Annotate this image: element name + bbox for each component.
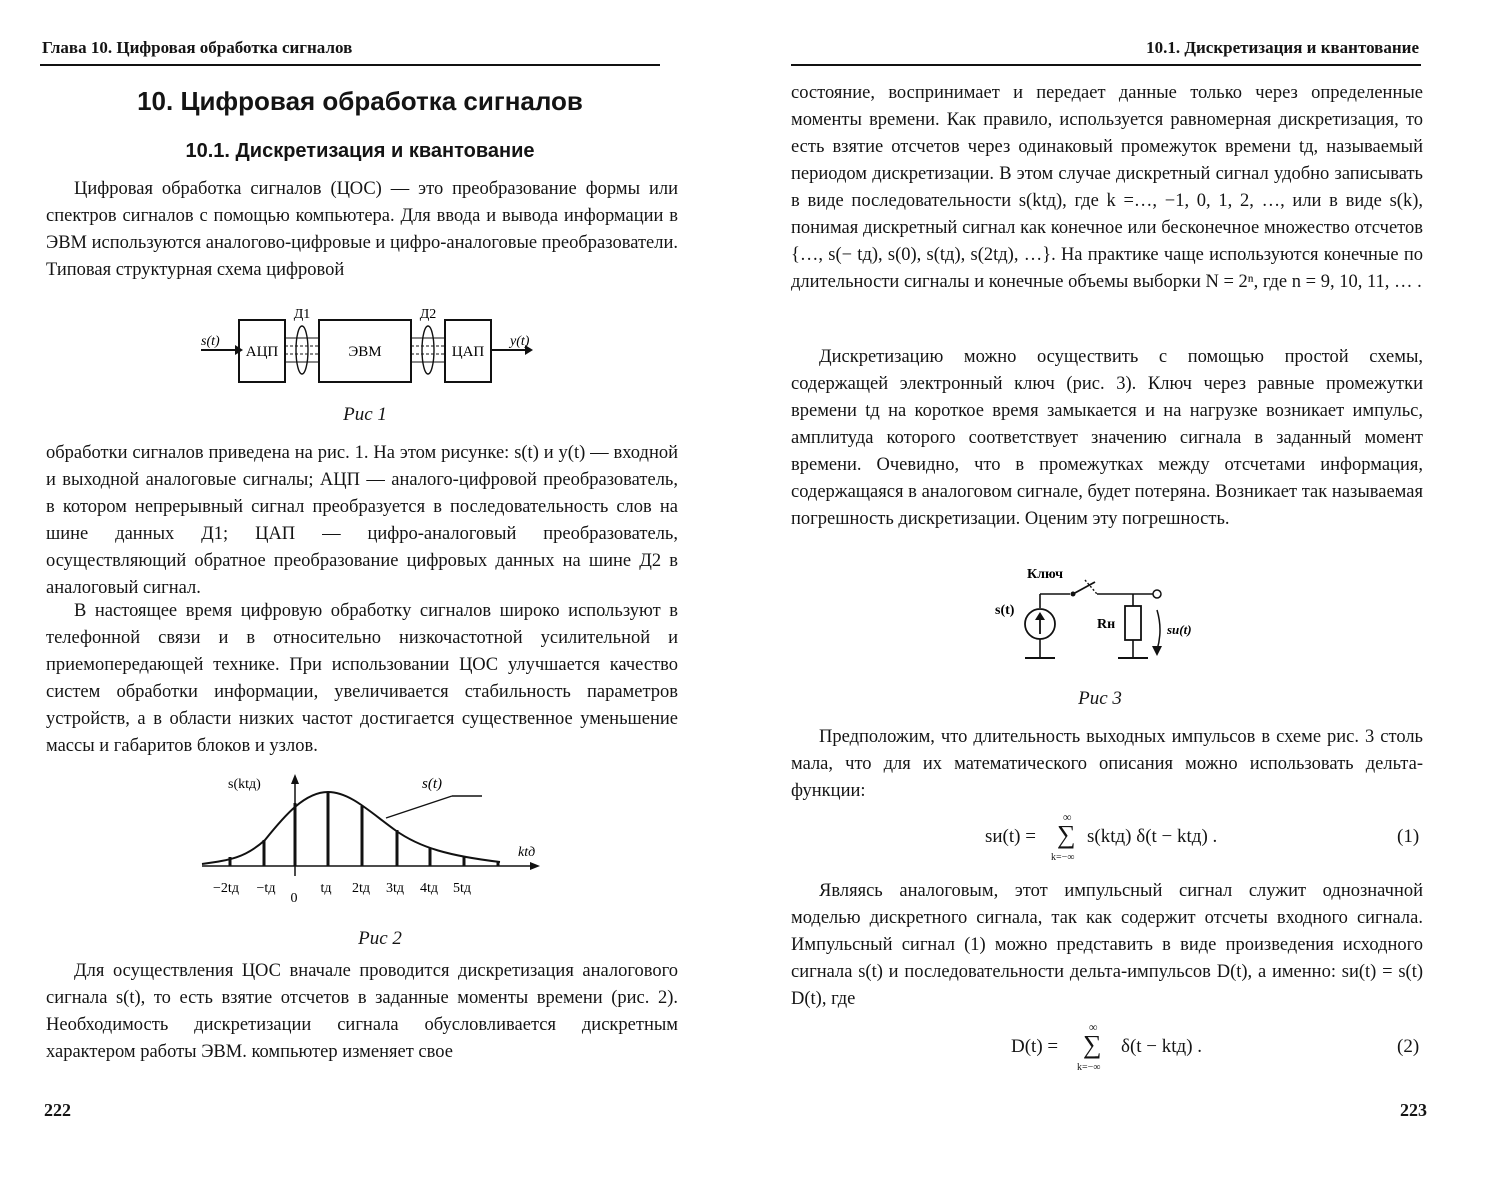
sum-upper-limit: ∞ (1063, 810, 1072, 824)
equation-rhs: δ(t − ktд) . (1121, 1036, 1203, 1057)
tick-label: 5tд (452, 881, 472, 896)
figure-1-caption: Рис 1 (343, 404, 387, 425)
sum-sign: ∑ (1083, 1030, 1102, 1059)
section-title: 10.1. Дискретизация и квантование (185, 140, 535, 162)
curve-label-leader (386, 796, 452, 818)
curve-label: s(t) (422, 776, 442, 792)
running-head: 10.1. Дискретизация и квантование (1146, 38, 1419, 57)
tick-label: −2tд (213, 881, 239, 896)
source-arrowhead (1035, 612, 1045, 620)
right-page (745, 0, 1489, 1190)
bus1-marker (296, 326, 308, 374)
bus2-marker (422, 326, 434, 374)
paragraph-text: Являясь аналоговым, этот импульсный сигнал служит однозначной моделью дискретного сигнала, так как содержит отсчеты входного сигнала. Импульсный сигнал (1) можно представить в виде произведения исходного сигнала s(t) и последовательности дельта-импульсов D(t), а именно: sи(t) = s(t) D(t), где (791, 881, 1423, 1009)
figure-2-sampling-plot (190, 770, 560, 910)
equation-number: (1) (1397, 826, 1420, 847)
figure-3-caption: Рис 3 (1078, 688, 1122, 709)
paragraph-text: Предположим, что длительность выходных импульсов в схеме рис. 3 столь мала, что для их математического описания можно использовать дельта-функции: (791, 727, 1423, 801)
running-head: Глава 10. Цифровая обработка сигналов (42, 38, 353, 57)
figure-2-caption: Рис 2 (358, 928, 402, 949)
source-label: s(t) (995, 603, 1015, 618)
paragraph (791, 878, 1423, 1013)
tick-label: −tд (256, 881, 276, 896)
y-axis-label: s(ktд) (228, 777, 261, 792)
paragraph (46, 598, 678, 760)
sum-lower-limit: k=−∞ (1077, 1062, 1101, 1073)
input-signal-label: s(t) (201, 334, 220, 349)
paragraph-text: В настоящее время цифровую обработку сигналов широко используют в телефонной связи и в относительно низкочастотной усилительной и приемопередающей технике. При использовании ЦОС улучшается качество систем обработки информации, увеличивается стабильность параметров устройств, а в области низких частот достигается существенное уменьшение массы и габаритов блоков и узлов. (46, 601, 678, 756)
sum-sign: ∑ (1057, 820, 1076, 849)
adc-label: АЦП (245, 344, 279, 360)
signal-curve (202, 792, 500, 864)
computer-label: ЭВМ (348, 344, 382, 360)
output-voltage-arrowhead (1152, 646, 1162, 656)
equation-lhs: D(t) = (1011, 1036, 1059, 1057)
tick-label: tд (320, 881, 332, 896)
tick-label: 4tд (419, 881, 439, 896)
figure-3-switch-circuit (985, 560, 1205, 675)
page-number: 222 (44, 1100, 71, 1120)
header-rule (40, 64, 660, 66)
x-axis-arrowhead (530, 862, 540, 870)
paragraph (791, 724, 1423, 805)
sum-lower-limit: k=−∞ (1051, 852, 1075, 863)
paragraph-text: Цифровая обработка сигналов (ЦОС) — это преобразование формы или спектров сигналов с помощью компьютера. Для ввода и вывода информации в ЭВМ используются аналогово-цифровые и цифро-аналоговые преобразователи. Типовая структурная схема цифровой (46, 179, 678, 280)
sum-upper-limit: ∞ (1089, 1020, 1098, 1034)
tick-label: 2tд (351, 881, 371, 896)
dac-label: ЦАП (451, 344, 485, 360)
paragraph-text: Дискретизацию можно осуществить с помощью простой схемы, содержащей электронный ключ (рис. 3). Ключ через равные промежутки времени tд на короткое время замыкается и на нагрузке возникает импульс, амплитуда которого соответствует значению сигнала в заданный момент времени. Очевидно, что в промежутках между отсчетами информация, содержащаяся в аналоговом сигнале, будет потеряна. Возникает так называемая погрешность дискретизации. Оценим эту погрешность. (791, 347, 1423, 529)
tick-label: 3tд (385, 881, 405, 896)
paragraph-text: состояние, воспринимает и передает данные только через определенные моменты времени. Как правило, используется равномерная дискретизация, то есть взятие отсчетов через одинаковый промежуток времени tд, называемый периодом дискретизации. В этом случае дискретный сигнал удобно записывать в виде последовательности s(ktд), где k =…, −1, 0, 1, 2, …, или в виде s(k), понимая дискретный сигнал как конечное или бесконечное множество отсчетов {…, s(− tд), s(0), s(tд), s(2tд), …}. На практике чаще используются конечные по длительности сигналы и конечные объемы выборки N = 2ⁿ, где n = 9, 10, 11, … . (791, 83, 1423, 292)
equation-number: (2) (1397, 1036, 1420, 1057)
load-label: Rн (1097, 617, 1116, 632)
output-voltage-arrow (1157, 610, 1160, 650)
output-label: sи(t) (1167, 622, 1192, 637)
chapter-title: 10. Цифровая обработка сигналов (137, 86, 583, 116)
switch-label: Ключ (1027, 567, 1064, 582)
paragraph (46, 440, 678, 602)
switch-blade (1073, 582, 1095, 594)
header-rule (791, 64, 1421, 66)
equation-lhs: sи(t) = (985, 826, 1036, 847)
paragraph (791, 344, 1423, 533)
x-axis-label: ktд (518, 845, 536, 860)
y-axis-arrowhead (291, 774, 299, 784)
figure-1-block-diagram (195, 300, 545, 400)
paragraph (791, 80, 1423, 296)
equation-1 (985, 810, 1305, 870)
tick-label: 0 (290, 891, 298, 906)
load-resistor (1125, 606, 1141, 640)
page-number: 223 (1400, 1100, 1427, 1120)
output-signal-label: y(t) (510, 334, 530, 349)
output-terminal (1153, 590, 1161, 598)
paragraph-text: обработки сигналов приведена на рис. 1. На этом рисунке: s(t) и y(t) — входной и выходной аналоговые сигналы; АЦП — аналого-цифровой преобразователь, в котором непрерывный сигнал преобразуется в последовательность слов на шине данных Д1; ЦАП — цифро-аналоговый преобразователь, осуществляющий обратное преобразование цифровых данных на шине Д2 в аналоговый сигнал. (46, 443, 678, 598)
bus2-label: Д2 (419, 307, 437, 322)
paragraph (46, 958, 678, 1066)
paragraph-text: Для осуществления ЦОС вначале проводится дискретизация аналогового сигнала s(t), то есть взятие отсчетов в заданные моменты времени (рис. 2). Необходимость дискретизации сигнала обусловливается дискретным характером работы ЭВМ. компьютер изменяет свое (46, 961, 678, 1062)
bus1-label: Д1 (293, 307, 311, 322)
paragraph (46, 176, 678, 284)
equation-rhs: s(ktд) δ(t − ktд) . (1087, 826, 1218, 847)
equation-2 (1011, 1020, 1271, 1080)
